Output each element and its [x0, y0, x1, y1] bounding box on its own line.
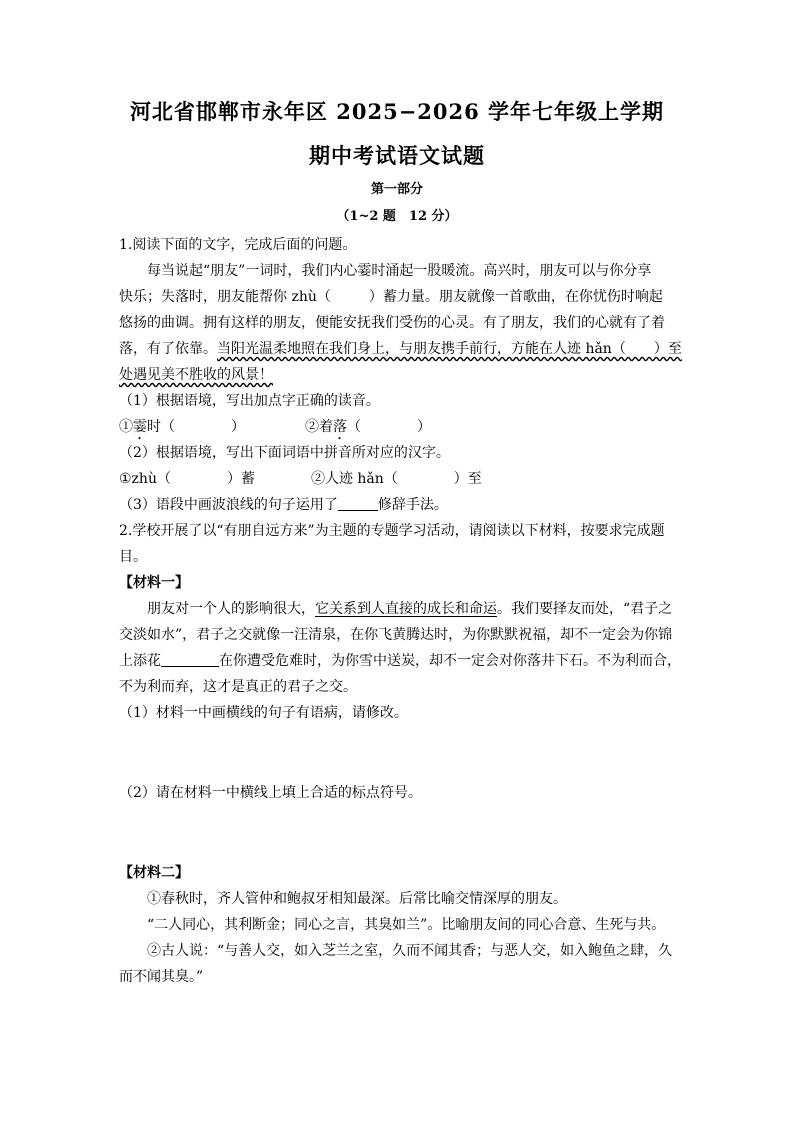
q1-sub2: （2）根据语境，写出下面词语中拼音所对应的汉字。	[119, 445, 450, 461]
material-text: 上添花	[119, 653, 161, 669]
doc-title-line1: 河北省邯郸市永年区 2025−2026 学年七年级上学期	[129, 99, 665, 124]
answer-space	[119, 806, 679, 860]
material-one-line: 不为利而弃，这才是真正的君子之交。	[119, 679, 357, 695]
q1-sub1: （1）根据语境，写出加点字正确的读音。	[119, 393, 380, 409]
item-blank: ①zhù（ ）蓄	[119, 471, 255, 487]
q1-stem: 1.阅读下面的文字，完成后面的问题。	[119, 237, 357, 253]
material-two-heading: 【材料二】	[119, 865, 189, 881]
material-one-line: 交淡如水”，君子之交就像一汪清泉，在你飞黄腾达时，为你默默祝福，却不一定会为你锦	[119, 627, 673, 643]
answer-blank	[338, 496, 378, 511]
material-one-line	[119, 648, 679, 674]
q1-sub3-text: 修辞手法。	[377, 497, 448, 513]
q1-sub2-items	[119, 466, 679, 492]
q1-passage-line	[119, 284, 679, 310]
material-one-heading: 【材料一】	[119, 575, 189, 591]
item-blank: ②人迹 hǎn（ ）至	[310, 471, 482, 487]
wavy-underlined-sentence-end: 处遇见美不胜收的风景！	[119, 367, 273, 383]
punctuation-blank	[161, 652, 219, 667]
material-one-line	[119, 596, 679, 622]
material-text: 朋友对一个人的影响很大，	[147, 601, 315, 617]
q1-sub1-items	[119, 414, 679, 440]
q2-stem: 目。	[119, 549, 147, 565]
item-marker: ①	[119, 419, 133, 435]
material-two-line: “二人同心，其利断金；同心之言，其臭如兰”。比喻朋友间的同心合意、生死与共。	[147, 917, 666, 933]
material-two-line: ②古人说：“与善人交，如入芝兰之室，久而不闻其香；与恶人交，如入鲍鱼之肆，久	[147, 943, 673, 959]
q1-passage-line: 悠扬的曲调。拥有这样的朋友，便能安抚我们受伤的心灵。有了朋友，我们的心就有了着	[119, 315, 665, 331]
part-heading: 第一部分	[370, 182, 423, 197]
q2-stem: 2.学校开展了以“有朋自远方来”为主题的专题学习活动，请阅读以下材料，按要求完成题	[119, 523, 665, 539]
material-text: 在你遭受危难时，为你雪中送炭，却不一定会对你落井下石。不为利而合，	[219, 653, 681, 669]
item-marker: ②着	[305, 419, 333, 435]
exam-body	[119, 232, 682, 990]
q1-passage-line: 每当说起“朋友”一词时，我们内心霎时涌起一股暖流。高兴时，朋友可以与你分享	[147, 263, 652, 279]
q1-passage-text: ）蓄力量。朋友就像一首歌曲，在你忧伤时响起	[368, 289, 663, 305]
q1-passage-text: 快乐；失落时，朋友能帮你 zhù（	[119, 289, 331, 305]
material-two-line: ①春秋时，齐人管仲和鲍叔牙相知最深。后常比喻交情深厚的朋友。	[147, 891, 567, 907]
wavy-underlined-sentence: 当阳光温柔地照在我们身上，与朋友携手前行，方能在人迹 hǎn（ ）至	[217, 341, 682, 357]
q1-passage-line	[119, 336, 682, 362]
dotted-char: 霎	[133, 419, 147, 435]
material-one-q1: （1）材料一中画横线的句子有语病，请修改。	[119, 705, 408, 721]
material-one-q2: （2）请在材料一中横线上填上合适的标点符号。	[119, 785, 422, 801]
dotted-char: 落	[333, 419, 347, 435]
material-text: 。我们要择友而处，“君子之	[497, 601, 673, 617]
doc-title-line2: 期中考试语文试题	[309, 143, 485, 168]
underlined-sentence: 它关系到人直接的成长和命运	[315, 601, 497, 617]
q1-sub3	[119, 492, 679, 518]
answer-space	[119, 726, 679, 780]
q1-passage-line	[119, 362, 679, 388]
q1-passage-text: 落，有了依靠。	[119, 341, 217, 357]
item-blank: 时（ ）	[147, 419, 245, 435]
material-two-line: 而不闻其臭。”	[119, 969, 204, 985]
part-range: （1~2 题 12 分）	[336, 209, 458, 224]
q1-sub3-text: （3）语段中画波浪线的句子运用了	[119, 497, 338, 513]
item-blank: （ ）	[347, 419, 431, 435]
